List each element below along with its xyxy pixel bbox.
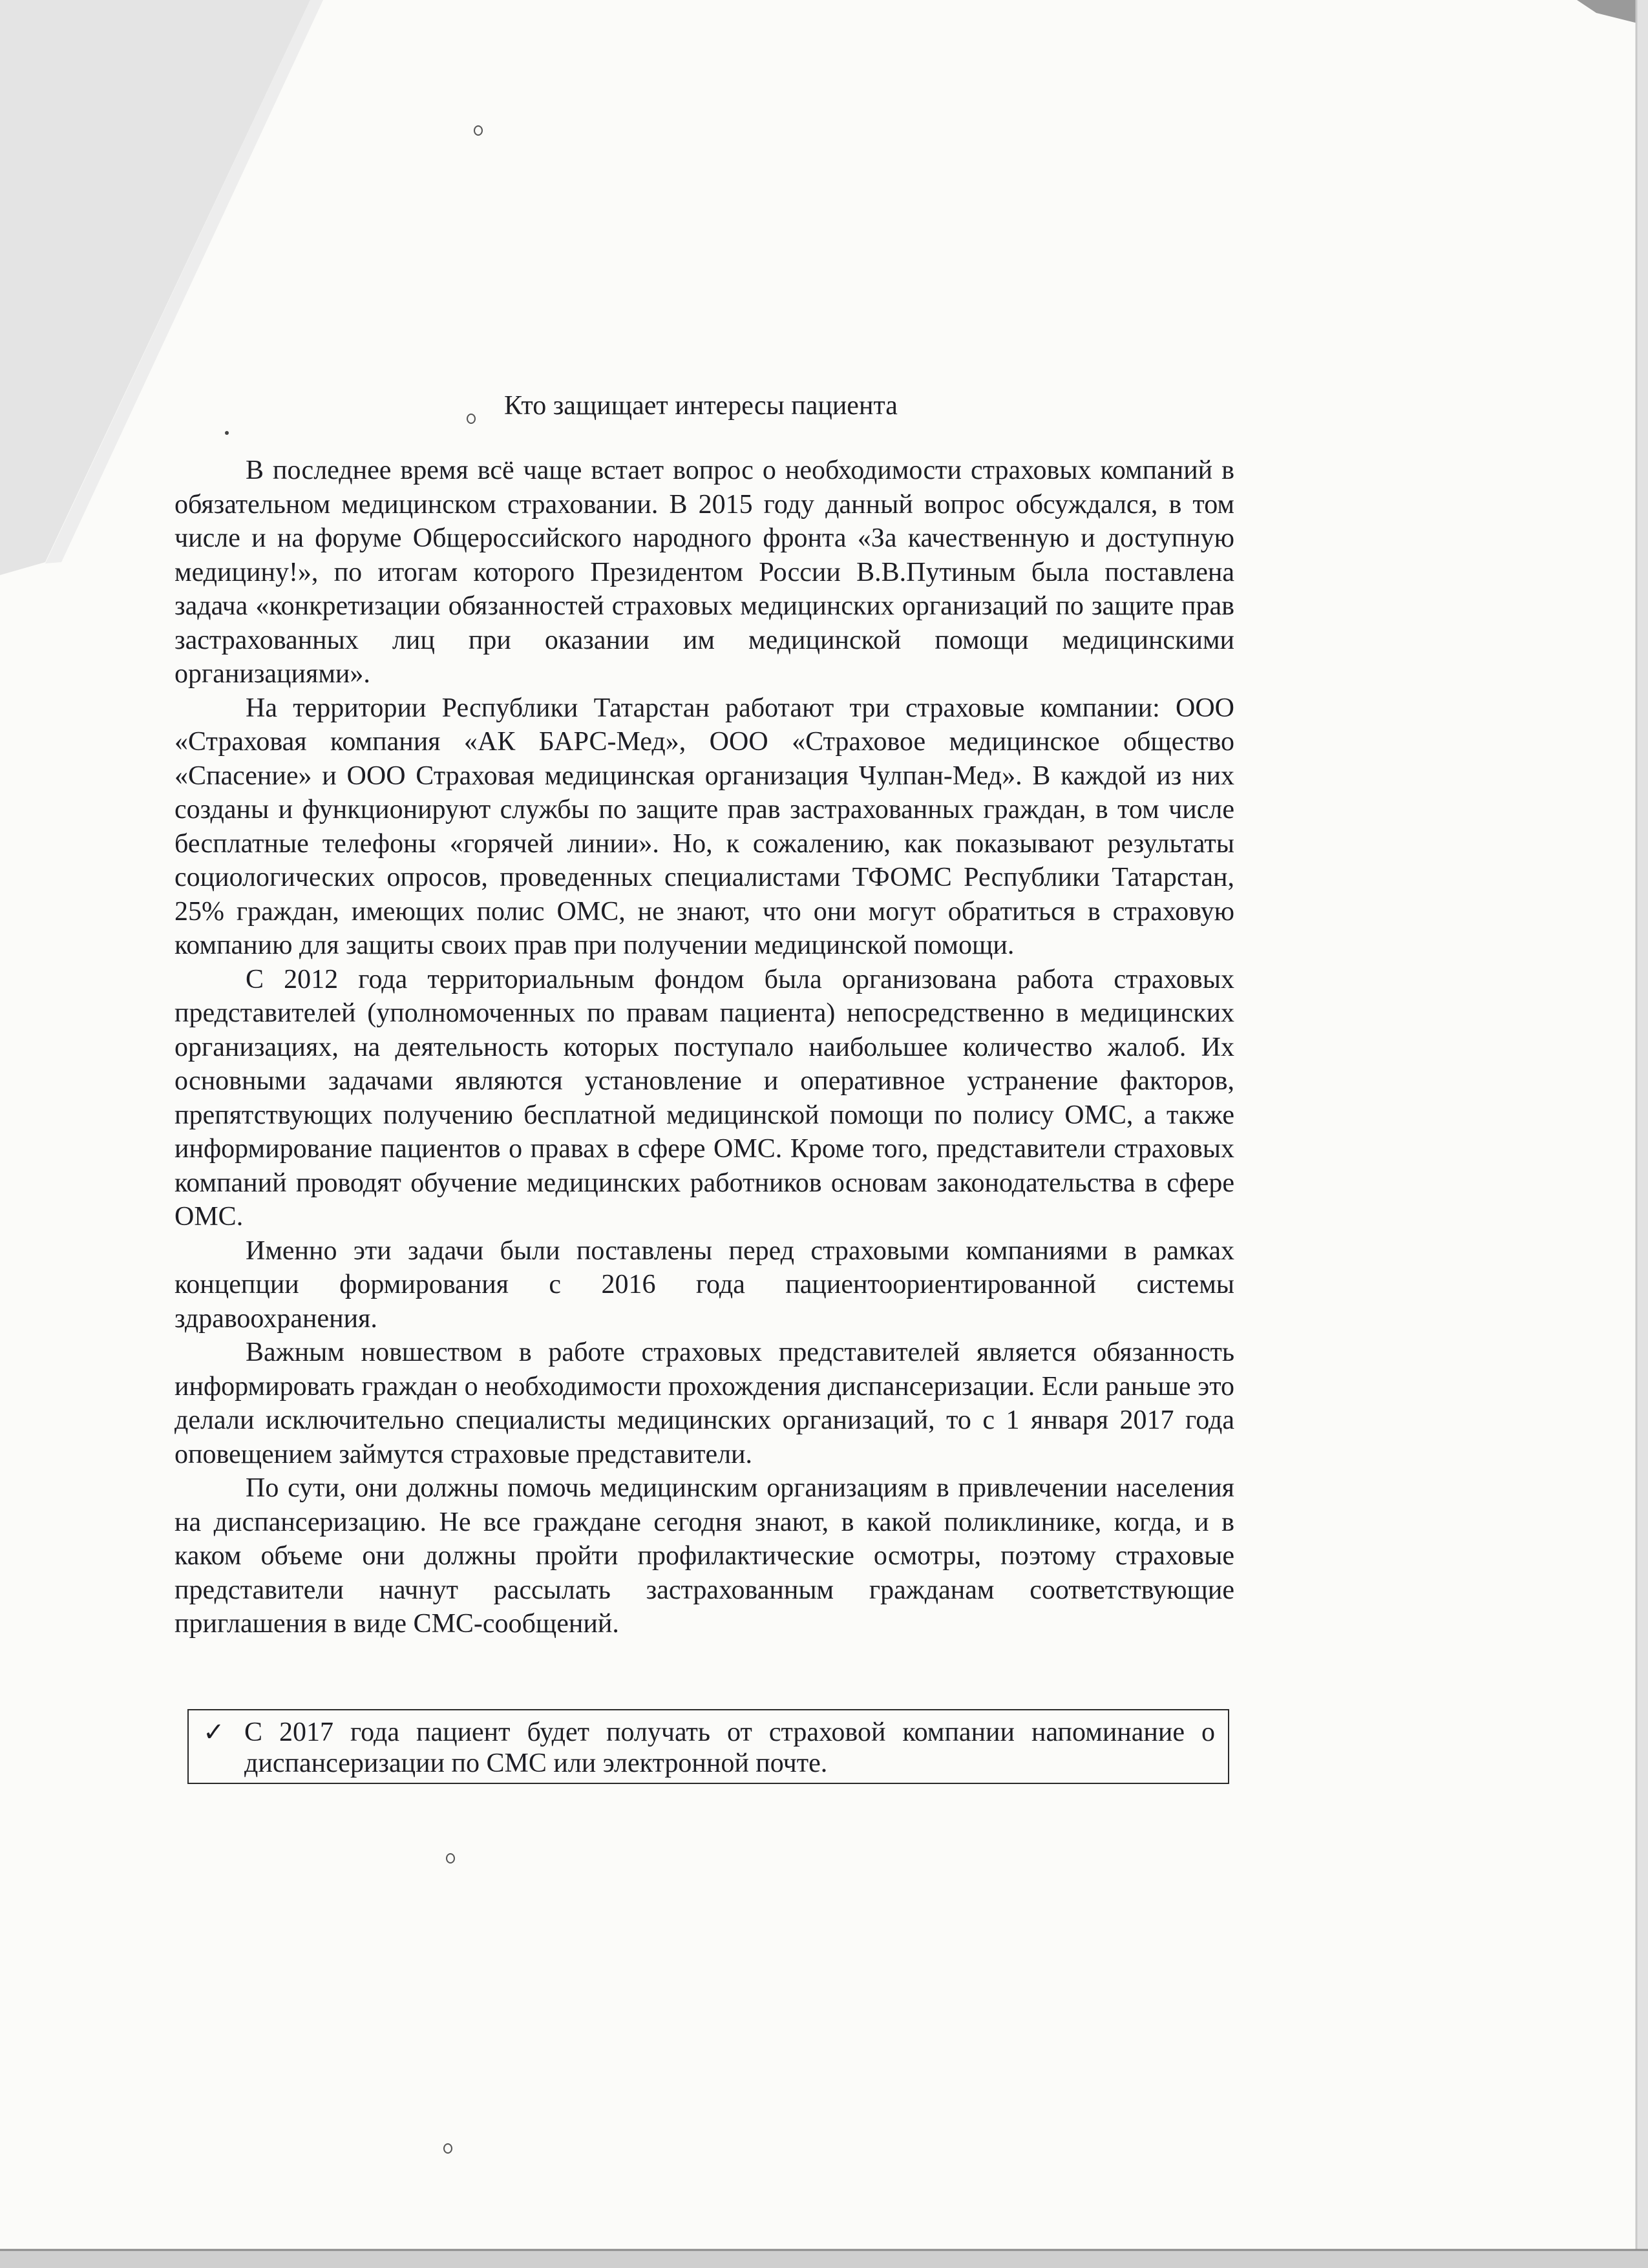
paragraph-1: В последнее время всё чаще встает вопрос о необходимости страховых компаний в обязательном медицинском страховании. В 2015 году данный вопрос обсуждался, в том числе и на форуме Общероссийского народного фронта «За качественную и доступную медицину!», по итогам которого Президентом России В.В.Путиным была поставлена задача «конкретизации обязанностей страховых медицинских организаций по защите прав застрахованных лиц при оказании им медицинской помощи медицинскими организациями». [174, 456, 1234, 689]
bottom-edge [0, 2250, 1648, 2268]
paragraph-3: С 2012 года территориальным фондом была организована работа страховых представителей (уполномоченных по правам пациента) непосредственно в медицинских организациях, на деятельность которых поступало наибольшее количество жалоб. Их основными задачами являются установление и оперативное устранение факторов, препятствующих получению бесплатной медицинской помощи по полису ОМС, а также информирование пациентов о правах в сфере ОМС. Кроме того, представители страховых компаний проводят обучение медицинских работников основам законодательства в сфере ОМС. [174, 964, 1234, 1232]
punch-mark-4 [443, 2143, 452, 2154]
paragraph-4: Именно эти задачи были поставлены перед страховыми компаниями в рамках концепции формирования с 2016 года пациентоориентированной системы здравоохранения. [174, 1235, 1234, 1334]
document-body [174, 388, 1234, 1641]
paragraph-6: По сути, они должны помочь медицинским организациям в привлечении населения на диспансеризацию. Не все граждане сегодня знают, в какой поликлинике, когда, и в каком объеме они должны пройти профилактические осмотры, поэтому страховые представители начнут рассылать застрахованным гражданам соответствующие приглашения в виде СМС-сообщений. [174, 1473, 1234, 1639]
right-edge [1636, 0, 1648, 2268]
paragraph-2: На территории Республики Татарстан работают три страховые компании: ООО «Страховая компания «АК БАРС-Мед», ООО «Страховое медицинское общество «Спасение» и ООО Страховая медицинская организация Чулпан-Мед». В каждой из них созданы и функционируют службы по защите прав застрахованных граждан, в том числе бесплатные телефоны «горячей линии». Но, к сожалению, как показывают результаты социологических опросов, проведенных специалистами ТФОМС Республики Татарстан, 25% граждан, имеющих полис ОМС, не знают, что они могут обратиться в страховую компанию для защиты своих прав при получении медицинской помощи. [174, 693, 1234, 960]
checkmark-icon: ✓ [203, 1717, 225, 1747]
callout-box [187, 1709, 1229, 1784]
punch-mark-1 [474, 125, 483, 136]
document-title: Кто защищает интересы пациента [504, 391, 898, 421]
paragraph-5: Важным новшеством в работе страховых представителей является обязанность информировать граждан о необходимости прохождения диспансеризации. Если раньше это делали исключительно специалисты медицинских организаций, то с 1 января 2017 года оповещением займутся страховые представители. [174, 1338, 1234, 1469]
callout-text: С 2017 года пациент будет получать от страховой компании напоминание о диспансеризации по СМС или электронной почте. [244, 1717, 1215, 1778]
punch-mark-3 [446, 1853, 455, 1864]
